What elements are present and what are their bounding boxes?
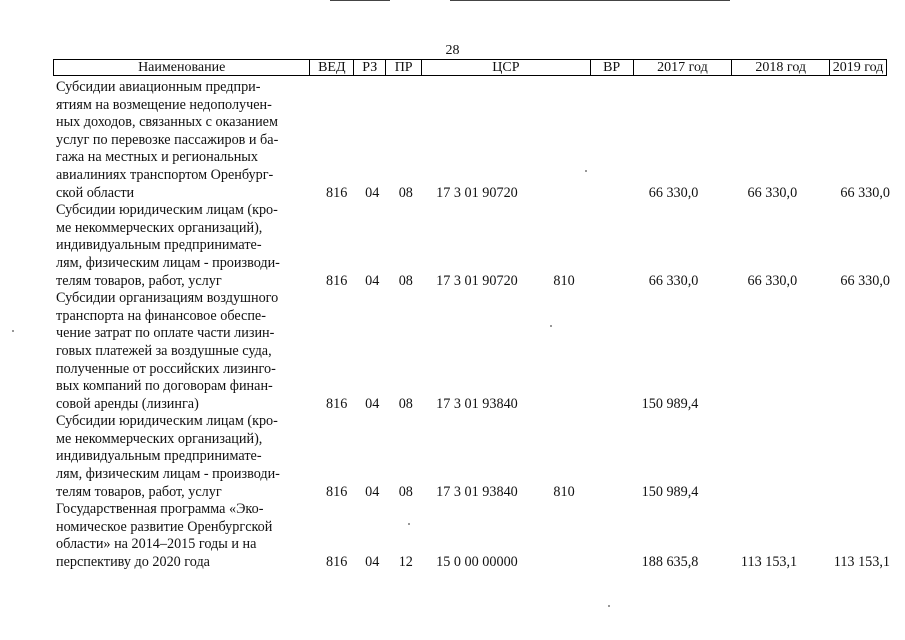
row-name-line: области» на 2014–2015 годы и на: [56, 536, 257, 553]
row-name-line: Субсидии организациям воздушного: [56, 290, 279, 307]
cell-rz: 04: [365, 554, 380, 571]
row-name-line: ятиям на возмещение недополучен-: [56, 96, 272, 113]
row-name: [56, 79, 307, 202]
top-rule-right: [450, 0, 730, 1]
table-header: [53, 59, 887, 76]
cell-y2019: 113 153,1: [833, 554, 890, 571]
header-vr: ВР: [591, 60, 634, 75]
row-name: [56, 413, 307, 501]
table-row: [56, 413, 890, 501]
header-name: Наименование: [54, 60, 310, 75]
row-name-line: вых компаний по договорам финан-: [56, 378, 273, 395]
row-name-line: совой аренды (лизинга): [56, 395, 199, 412]
table-row: [56, 501, 890, 571]
row-name-line: телям товаров, работ, услуг: [56, 483, 222, 500]
cell-ved: 816: [326, 483, 348, 500]
header-pr: ПР: [386, 60, 422, 75]
row-name-line: Субсидии юридическим лицам (кро-: [56, 202, 278, 219]
row-name: [56, 290, 307, 413]
row-name-line: ме некоммерческих организаций),: [56, 430, 263, 447]
cell-csr: 17 3 01 90720: [436, 184, 518, 201]
cell-pr: 08: [398, 395, 413, 412]
header-ved: ВЕД: [310, 60, 354, 75]
cell-vr: 810: [553, 483, 575, 500]
row-name-line: индивидуальным предпринимате-: [56, 448, 262, 465]
row-name-line: телям товаров, работ, услуг: [56, 272, 222, 289]
cell-y2018: 66 330,0: [747, 184, 798, 201]
row-name-line: ской области: [56, 184, 135, 201]
row-name-line: чение затрат по оплате части лизин-: [56, 325, 275, 342]
row-name-line: транспорта на финансовое обеспе-: [56, 307, 266, 324]
scan-speck: [608, 605, 610, 607]
cell-y2017: 150 989,4: [641, 483, 699, 500]
cell-csr: 17 3 01 93840: [436, 395, 518, 412]
cell-pr: 12: [398, 554, 413, 571]
header-rz: РЗ: [354, 60, 386, 75]
row-name: [56, 501, 307, 571]
cell-rz: 04: [365, 483, 380, 500]
cell-rz: 04: [365, 272, 380, 289]
row-name-line: ме некоммерческих организаций),: [56, 219, 263, 236]
page-number: 28: [445, 43, 460, 58]
row-name-line: индивидуальным предпринимате-: [56, 237, 262, 254]
cell-pr: 08: [398, 272, 413, 289]
cell-y2019: 66 330,0: [840, 184, 890, 201]
cell-csr: 17 3 01 93840: [436, 483, 518, 500]
row-name: [56, 202, 307, 290]
row-name-line: гажа на местных и региональных: [56, 149, 258, 166]
row-name-line: лям, физическим лицам - производи-: [56, 466, 280, 483]
header-2018: 2018 год: [732, 60, 830, 75]
table-row: [56, 79, 890, 202]
scan-speck: [585, 170, 587, 172]
row-name-line: Субсидии юридическим лицам (кро-: [56, 413, 278, 430]
table-row: [56, 290, 890, 413]
cell-y2019: 66 330,0: [840, 272, 890, 289]
cell-y2017: 150 989,4: [641, 395, 699, 412]
cell-csr: 17 3 01 90720: [436, 272, 518, 289]
header-2019: 2019 год: [832, 60, 884, 75]
header-csr: ЦСР: [422, 60, 591, 75]
cell-ved: 816: [326, 272, 348, 289]
cell-y2018: 113 153,1: [740, 554, 798, 571]
row-name-line: перспективу до 2020 года: [56, 554, 210, 571]
cell-rz: 04: [365, 184, 380, 201]
cell-y2017: 188 635,8: [641, 554, 699, 571]
row-name-line: говых платежей за воздушные суда,: [56, 342, 272, 359]
cell-ved: 816: [326, 184, 348, 201]
cell-pr: 08: [398, 184, 413, 201]
cell-rz: 04: [365, 395, 380, 412]
scan-speck: [12, 330, 14, 332]
cell-pr: 08: [398, 483, 413, 500]
row-name-line: ных доходов, связанных с оказанием: [56, 114, 278, 131]
cell-vr: 810: [553, 272, 575, 289]
cell-y2017: 66 330,0: [648, 272, 699, 289]
scan-speck: [408, 523, 410, 525]
row-name-line: полученные от российских лизинго-: [56, 360, 276, 377]
cell-ved: 816: [326, 395, 348, 412]
cell-csr: 15 0 00 00000: [436, 554, 518, 571]
header-2017: 2017 год: [634, 60, 733, 75]
cell-y2017: 66 330,0: [648, 184, 699, 201]
cell-ved: 816: [326, 554, 348, 571]
row-name-line: Субсидии авиационным предпри-: [56, 79, 261, 95]
row-name-line: Государственная программа «Эко-: [56, 501, 264, 518]
row-name-line: лям, физическим лицам - производи-: [56, 254, 280, 271]
table-body: [56, 79, 890, 572]
cell-y2018: 66 330,0: [747, 272, 798, 289]
table-row: [56, 202, 890, 290]
scan-speck: [550, 325, 552, 327]
top-rule-left: [330, 0, 390, 1]
row-name-line: услуг по перевозке пассажиров и ба-: [56, 131, 279, 148]
row-name-line: авиалиниях транспортом Оренбург-: [56, 166, 274, 183]
row-name-line: номическое развитие Оренбургской: [56, 518, 273, 535]
